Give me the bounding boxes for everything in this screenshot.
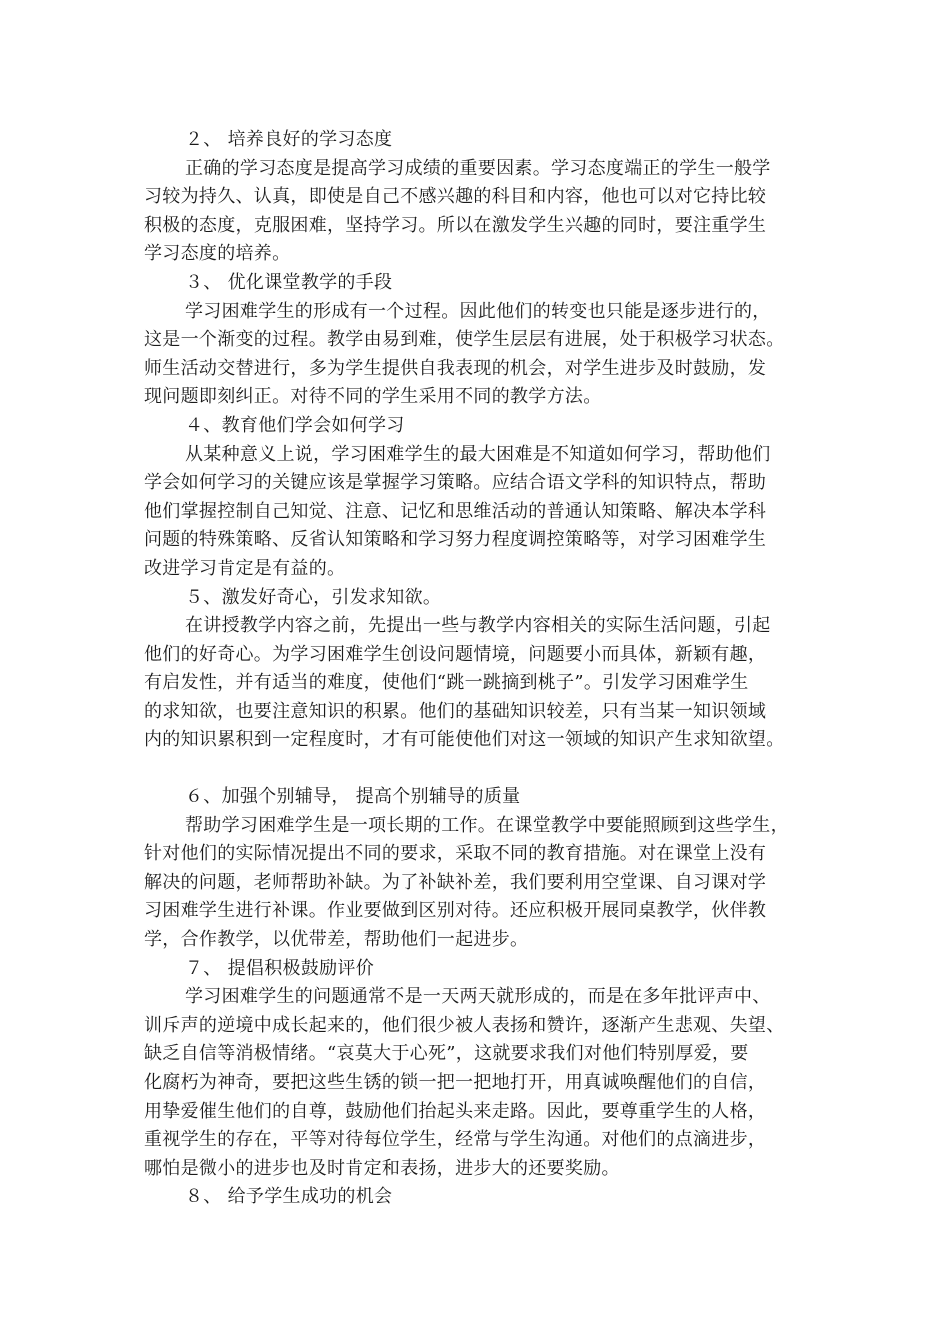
paragraph-line: 问题的特殊策略、反省认知策略和学习努力程度调控策略等，对学习困难学生 [144,529,767,551]
paragraph-line: 学会如何学习的关键应该是掌握学习策略。应结合语文学科的知识特点，帮助 [144,472,767,494]
paragraph-line: 师生活动交替进行，多为学生提供自我表现的机会，对学生进步及时鼓励，发 [144,357,767,379]
paragraph-line: 他们掌握控制自己知觉、注意、记忆和思维活动的普通认知策略、解决本学科 [144,500,767,522]
section-heading: ７、 提倡积极鼓励评价 [185,957,375,979]
paragraph-line: 习困难学生进行补课。作业要做到区别对待。还应积极开展同桌教学，伙伴教 [144,900,767,922]
section-heading: ８、 给予学生成功的机会 [185,1186,393,1208]
paragraph-gap [144,755,810,783]
paragraph-line: 有启发性，并有适当的难度，使他们“跳一跳摘到桃子”。引发学习困难学生 [144,672,749,694]
paragraph-line: 针对他们的实际情况提出不同的要求，采取不同的教育措施。对在课堂上没有 [144,843,767,865]
document-body [144,126,810,1212]
paragraph-line: 重视学生的存在，平等对待每位学生，经常与学生沟通。对他们的点滴进步， [144,1129,767,1151]
paragraph-line: 习较为持久、认真，即使是自己不感兴趣的科目和内容，他也可以对它持比较 [144,186,767,208]
paragraph-line: 用挚爱催生他们的自尊，鼓励他们抬起头来走路。因此，要尊重学生的人格， [144,1100,767,1122]
paragraph-line: 这是一个渐变的过程。教学由易到难，使学生层层有进展，处于积极学习状态。 [144,329,785,351]
paragraph-line: 从某种意义上说，学习困难学生的最大困难是不知道如何学习，帮助他们 [185,443,771,465]
paragraph-line: 解决的问题，老师帮助补缺。为了补缺补差，我们要利用空堂课、自习课对学 [144,871,767,893]
paragraph-line: 内的知识累积到一定程度时，才有可能使他们对这一领域的知识产生求知欲望。 [144,729,785,751]
section-heading: ５、激发好奇心，引发求知欲。 [185,586,442,608]
paragraph-line: 学习态度的培养。 [144,243,291,265]
paragraph-line: 现问题即刻纠正。对待不同的学生采用不同的教学方法。 [144,386,602,408]
paragraph-line: 训斥声的逆境中成长起来的，他们很少被人表扬和赞许，逐渐产生悲观、失望、 [144,1014,785,1036]
paragraph-line: 哪怕是微小的进步也及时肯定和表扬，进步大的还要奖励。 [144,1157,620,1179]
section-heading: ６、加强个别辅导， 提高个别辅导的质量 [185,786,521,808]
paragraph-line: 学习困难学生的形成有一个过程。因此他们的转变也只能是逐步进行的， [185,300,771,322]
paragraph-line: 改进学习肯定是有益的。 [144,557,346,579]
paragraph-line: 缺乏自信等消极情绪。“哀莫大于心死”，这就要求我们对他们特别厚爱，要 [144,1043,749,1065]
section-heading: ３、 优化课堂教学的手段 [185,271,393,293]
paragraph-line: 的求知欲，也要注意知识的积累。他们的基础知识较差，只有当某一知识领域 [144,700,767,722]
section-heading: ２、 培养良好的学习态度 [185,129,393,150]
section-heading: ４、教育他们学会如何学习 [185,414,405,436]
paragraph-line: 化腐朽为神奇，要把这些生锈的锁一把一把地打开，用真诚唤醒他们的自信， [144,1072,767,1093]
paragraph-line: 他们的好奇心。为学习困难学生创设问题情境，问题要小而具体，新颖有趣， [144,643,767,665]
paragraph-line: 在讲授教学内容之前，先提出一些与教学内容相关的实际生活问题，引起 [185,615,771,637]
paragraph-line: 帮助学习困难学生是一项长期的工作。在课堂教学中要能照顾到这些学生， [185,814,789,836]
paragraph-line: 学，合作教学，以优带差，帮助他们一起进步。 [144,929,529,951]
paragraph-line: 正确的学习态度是提高学习成绩的重要因素。学习态度端正的学生一般学 [185,157,771,179]
paragraph-line: 积极的态度，克服困难，坚持学习。所以在激发学生兴趣的同时，要注重学生 [144,214,767,236]
paragraph-line: 学习困难学生的问题通常不是一天两天就形成的，而是在多年批评声中、 [185,986,771,1008]
